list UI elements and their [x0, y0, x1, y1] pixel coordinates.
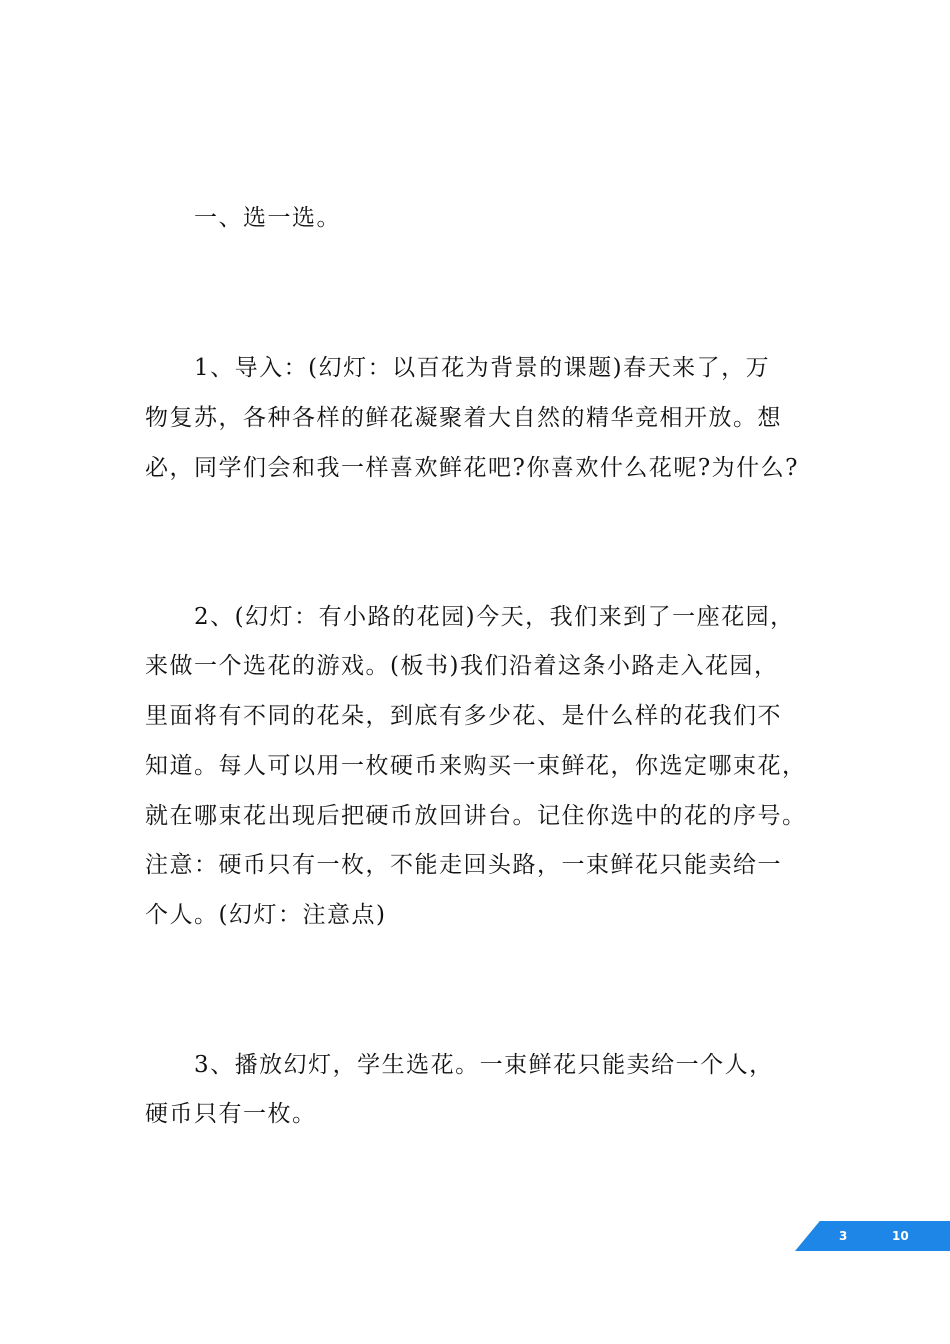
paragraph-line: 里面将有不同的花朵，到底有多少花、是什么样的花我们不	[145, 703, 782, 729]
paragraph-line: 知道。每人可以用一枚硬币来购买一束鲜花，你选定哪束花，	[145, 753, 807, 779]
paragraph-line: 2、(幻灯：有小路的花园)今天，我们来到了一座花园，	[194, 604, 795, 630]
total-pages-number: 10	[892, 1229, 909, 1243]
paragraph-line: 1、导入：(幻灯：以百花为背景的课题)春天来了，万	[194, 355, 771, 381]
page-number-banner	[795, 1221, 950, 1251]
section-heading: 一、选一选。	[194, 205, 341, 231]
paragraph-line: 个人。(幻灯：注意点)	[145, 902, 387, 928]
current-page-number: 3	[839, 1229, 848, 1243]
paragraph-line: 注意：硬币只有一枚，不能走回头路，一束鲜花只能卖给一	[145, 852, 782, 878]
paragraph-line: 物复苏，各种各样的鲜花凝聚着大自然的精华竞相开放。想	[145, 405, 782, 431]
page-banner-shape	[795, 1221, 950, 1251]
paragraph-line: 就在哪束花出现后把硬币放回讲台。记住你选中的花的序号。	[145, 803, 807, 829]
paragraph-line: 硬币只有一枚。	[145, 1101, 317, 1127]
paragraph-line: 来做一个选花的游戏。(板书)我们沿着这条小路走入花园，	[145, 653, 779, 679]
paragraph-line: 3、播放幻灯，学生选花。一束鲜花只能卖给一个人，	[194, 1052, 774, 1078]
paragraph-line: 必，同学们会和我一样喜欢鲜花吧?你喜欢什么花呢?为什么?	[145, 455, 799, 481]
